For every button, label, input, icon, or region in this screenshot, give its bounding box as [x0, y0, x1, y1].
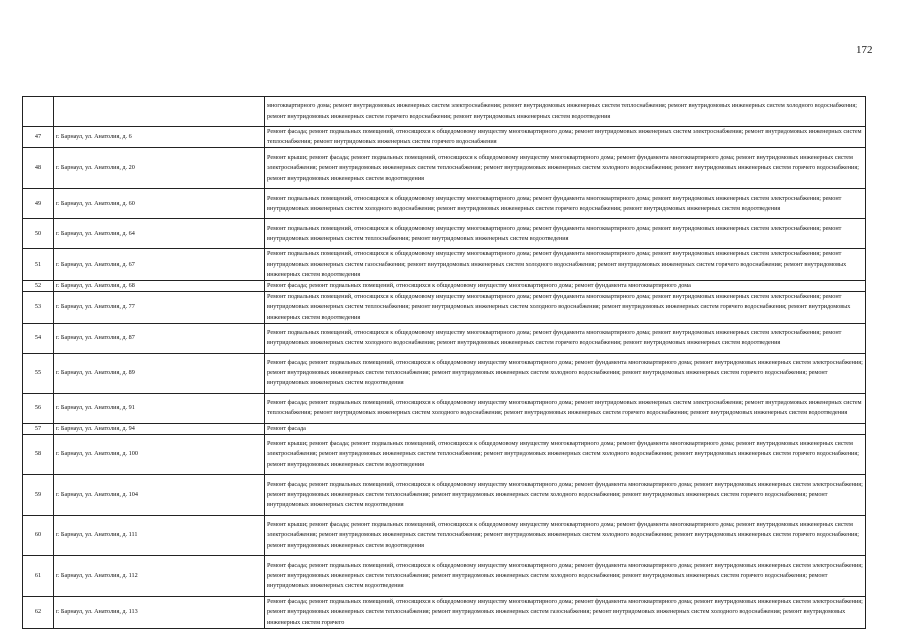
row-works: Ремонт фасада; ремонт подвальных помещений, относящихся к общедомовому имуществу многоквартирного дома; ремонт внутридомовых инженерных систем электроснабжения; ремонт внутридомовых инженерных систем теплоснабжения; ремонт внутридомовых инженерных систем холодного водоснабжения; ремонт внутридомовых инженерных систем горячего водоснабжения; ремонт внутридомовых инженерных систем водоотведения — [265, 393, 866, 423]
table-row — [23, 219, 866, 249]
row-number: 62 — [23, 597, 54, 629]
row-address: г. Барнаул, ул. Анатолия, д. 89 — [54, 353, 265, 393]
table-row — [23, 281, 866, 292]
row-works: Ремонт подвальных помещений, относящихся к общедомовому имуществу многоквартирного дома; ремонт фундамента многоквартирного дома; ремонт внутридомовых инженерных систем электроснабжения; ремонт внутридомовых инженерных систем холодного водоснабжения; ремонт внутридомовых инженерных систем горячего водоснабжения; ремонт внутридомовых инженерных систем водоотведения — [265, 189, 866, 219]
row-works: Ремонт фасада; ремонт подвальных помещений, относящихся к общедомовому имуществу многоквартирного дома; ремонт фундамента многоквартирного дома; ремонт внутридомовых инженерных систем электроснабжения; ремонт внутридомовых инженерных систем теплоснабжения; ремонт внутридомовых инженерных систем холодного водоснабжения; ремонт внутридомовых инженерных систем горячего водоснабжения; ремонт внутридомовых инженерных систем водоотведения — [265, 475, 866, 516]
row-works: Ремонт подвальных помещений, относящихся к общедомовому имуществу многоквартирного дома; ремонт фундамента многоквартирного дома; ремонт внутридомовых инженерных систем электроснабжения; ремонт внутридомовых инженерных систем теплоснабжения; ремонт внутридомовых инженерных систем холодного водоснабжения; ремонт внутридомовых инженерных систем горячего водоснабжения; ремонт внутридомовых инженерных систем водоотведения — [265, 292, 866, 324]
row-number: 52 — [23, 281, 54, 292]
row-address — [54, 97, 265, 127]
table-row — [23, 475, 866, 516]
row-works: Ремонт подвальных помещений, относящихся к общедомовому имуществу многоквартирного дома; ремонт фундамента многоквартирного дома; ремонт внутридомовых инженерных систем электроснабжения; ремонт внутридомовых инженерных систем газоснабжения; ремонт внутридомовых инженерных систем холодного водоснабжения; ремонт внутридомовых инженерных систем горячего водоснабжения; ремонт внутридомовых инженерных систем водоотведения — [265, 249, 866, 281]
table-row — [23, 423, 866, 434]
table-row — [23, 189, 866, 219]
table-row — [23, 435, 866, 475]
row-number: 54 — [23, 323, 54, 353]
table-row — [23, 556, 866, 597]
row-address: г. Барнаул, ул. Анатолия, д. 20 — [54, 148, 265, 189]
table-row — [23, 597, 866, 629]
row-works: Ремонт фасада; ремонт подвальных помещений, относящихся к общедомовому имуществу многоквартирного дома; ремонт фундамента многоквартирного дома — [265, 281, 866, 292]
table-row — [23, 353, 866, 393]
table-row — [23, 97, 866, 127]
row-address: г. Барнаул, ул. Анатолия, д. 111 — [54, 516, 265, 556]
table-row — [23, 148, 866, 189]
row-address: г. Барнаул, ул. Анатолия, д. 6 — [54, 127, 265, 148]
row-number: 51 — [23, 249, 54, 281]
row-works: Ремонт фасада; ремонт подвальных помещений, относящихся к общедомовому имуществу многоквартирного дома; ремонт фундамента многоквартирного дома; ремонт внутридомовых инженерных систем электроснабжения; ремонт внутридомовых инженерных систем теплоснабжения; ремонт внутридомовых инженерных систем холодного водоснабжения; ремонт внутридомовых инженерных систем горячего водоснабжения; ремонт внутридомовых инженерных систем водоотведения — [265, 353, 866, 393]
repair-schedule-table — [22, 96, 866, 629]
table-row — [23, 393, 866, 423]
row-number — [23, 97, 54, 127]
row-number: 48 — [23, 148, 54, 189]
row-works: Ремонт подвальных помещений, относящихся к общедомовому имуществу многоквартирного дома; ремонт фундамента многоквартирного дома; ремонт внутридомовых инженерных систем электроснабжения; ремонт внутридомовых инженерных систем теплоснабжения; ремонт внутридомовых инженерных систем водоотведения — [265, 219, 866, 249]
row-number: 55 — [23, 353, 54, 393]
table-row — [23, 292, 866, 324]
row-address: г. Барнаул, ул. Анатолия, д. 113 — [54, 597, 265, 629]
row-works: Ремонт крыши; ремонт фасада; ремонт подвальных помещений, относящихся к общедомовому имуществу многоквартирного дома; ремонт фундамента многоквартирного дома; ремонт внутридомовых инженерных систем электроснабжения; ремонт внутридомовых инженерных систем теплоснабжения; ремонт внутридомовых инженерных систем холодного водоснабжения; ремонт внутридомовых инженерных систем горячего водоснабжения; ремонт внутридомовых инженерных систем водоотведения — [265, 148, 866, 189]
row-address: г. Барнаул, ул. Анатолия, д. 94 — [54, 423, 265, 434]
row-number: 61 — [23, 556, 54, 597]
row-number: 57 — [23, 423, 54, 434]
row-address: г. Барнаул, ул. Анатолия, д. 67 — [54, 249, 265, 281]
row-number: 47 — [23, 127, 54, 148]
table-row — [23, 127, 866, 148]
row-works: Ремонт крыши; ремонт фасада; ремонт подвальных помещений, относящихся к общедомовому имуществу многоквартирного дома; ремонт фундамента многоквартирного дома; ремонт внутридомовых инженерных систем электроснабжения; ремонт внутридомовых инженерных систем теплоснабжения; ремонт внутридомовых инженерных систем холодного водоснабжения; ремонт внутридомовых инженерных систем горячего водоснабжения; ремонт внутридомовых инженерных систем водоотведения — [265, 435, 866, 475]
row-works: Ремонт фасада; ремонт подвальных помещений, относящихся к общедомовому имуществу многоквартирного дома; ремонт внутридомовых инженерных систем электроснабжения; ремонт внутридомовых инженерных систем теплоснабжения; ремонт внутридомовых инженерных систем горячего водоснабжения — [265, 127, 866, 148]
row-address: г. Барнаул, ул. Анатолия, д. 112 — [54, 556, 265, 597]
row-number: 56 — [23, 393, 54, 423]
row-number: 50 — [23, 219, 54, 249]
row-works: Ремонт подвальных помещений, относящихся к общедомовому имуществу многоквартирного дома; ремонт фундамента многоквартирного дома; ремонт внутридомовых инженерных систем электроснабжения; ремонт внутридомовых инженерных систем холодного водоснабжения; ремонт внутридомовых инженерных систем горячего водоснабжения; ремонт внутридомовых инженерных систем водоотведения — [265, 323, 866, 353]
page-number: 172 — [856, 44, 873, 56]
table-row — [23, 516, 866, 556]
table-row — [23, 323, 866, 353]
row-number: 49 — [23, 189, 54, 219]
table-row — [23, 249, 866, 281]
row-works: Ремонт фасада; ремонт подвальных помещений, относящихся к общедомовому имуществу многоквартирного дома; ремонт фундамента многоквартирного дома; ремонт внутридомовых инженерных систем электроснабжения; ремонт внутридомовых инженерных систем теплоснабжения; ремонт внутридомовых инженерных систем холодного водоснабжения; ремонт внутридомовых инженерных систем горячего водоснабжения; ремонт внутридомовых инженерных систем водоотведения — [265, 556, 866, 597]
row-number: 60 — [23, 516, 54, 556]
row-address: г. Барнаул, ул. Анатолия, д. 91 — [54, 393, 265, 423]
row-address: г. Барнаул, ул. Анатолия, д. 100 — [54, 435, 265, 475]
row-number: 58 — [23, 435, 54, 475]
row-address: г. Барнаул, ул. Анатолия, д. 64 — [54, 219, 265, 249]
row-address: г. Барнаул, ул. Анатолия, д. 60 — [54, 189, 265, 219]
row-works: многоквартирного дома; ремонт внутридомовых инженерных систем электроснабжения; ремонт внутридомовых инженерных систем теплоснабжения; ремонт внутридомовых инженерных систем холодного водоснабжения; ремонт внутридомовых инженерных систем горячего водоснабжения; ремонт внутридомовых инженерных систем водоотведения — [265, 97, 866, 127]
row-number: 53 — [23, 292, 54, 324]
row-address: г. Барнаул, ул. Анатолия, д. 77 — [54, 292, 265, 324]
row-works: Ремонт фасада; ремонт подвальных помещений, относящихся к общедомовому имуществу многоквартирного дома; ремонт фундамента многоквартирного дома; ремонт внутридомовых инженерных систем электроснабжения; ремонт внутридомовых инженерных систем теплоснабжения; ремонт внутридомовых инженерных систем газоснабжения; ремонт внутридомовых инженерных систем холодного водоснабжения; ремонт внутридомовых инженерных систем горячего — [265, 597, 866, 629]
row-works: Ремонт фасада — [265, 423, 866, 434]
row-address: г. Барнаул, ул. Анатолия, д. 68 — [54, 281, 265, 292]
row-address: г. Барнаул, ул. Анатолия, д. 104 — [54, 475, 265, 516]
row-number: 59 — [23, 475, 54, 516]
row-works: Ремонт крыши; ремонт фасада; ремонт подвальных помещений, относящихся к общедомовому имуществу многоквартирного дома; ремонт фундамента многоквартирного дома; ремонт внутридомовых инженерных систем электроснабжения; ремонт внутридомовых инженерных систем теплоснабжения; ремонт внутридомовых инженерных систем холодного водоснабжения; ремонт внутридомовых инженерных систем горячего водоснабжения; ремонт внутридомовых инженерных систем водоотведения — [265, 516, 866, 556]
row-address: г. Барнаул, ул. Анатолия, д. 87 — [54, 323, 265, 353]
